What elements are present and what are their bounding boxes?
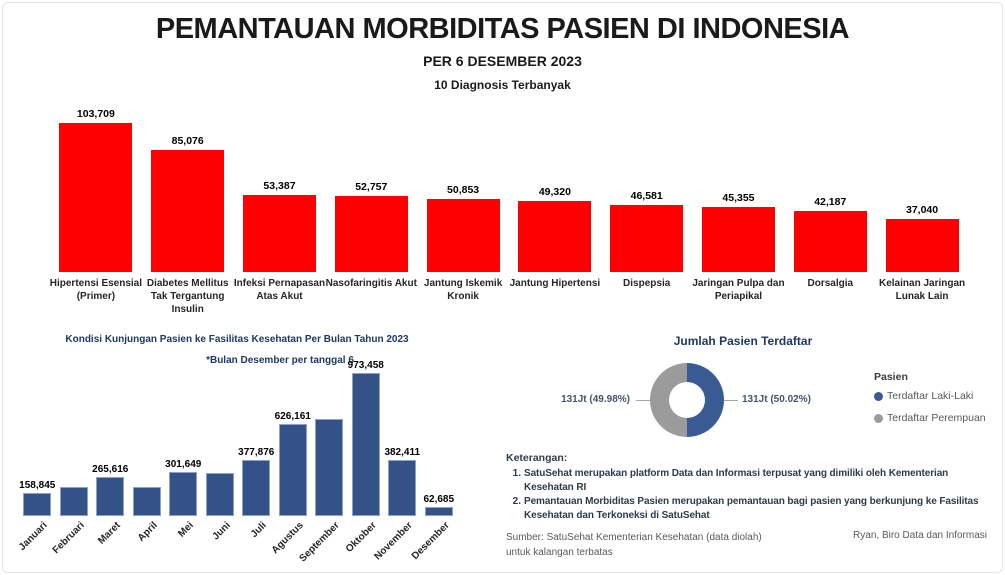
bar-column <box>56 487 93 516</box>
diagnosis-bar[interactable] <box>427 199 500 272</box>
bar-value-label: 626,161 <box>274 411 311 422</box>
category-label <box>879 277 965 303</box>
category-label <box>234 277 325 303</box>
monthly-bar[interactable] <box>23 493 51 516</box>
month-axis-label: Desember <box>409 520 452 562</box>
keterangan-item-2 <box>506 495 988 523</box>
bar-column <box>601 190 693 272</box>
legend-dot-gray-icon <box>874 414 883 423</box>
keterangan-section <box>506 452 988 523</box>
month-axis-label: Februari <box>50 520 87 557</box>
diagnosis-bar[interactable] <box>243 195 316 272</box>
bar-value-label: 382,411 <box>384 447 421 458</box>
legend-title: Pasien <box>874 371 908 383</box>
bar-column <box>234 180 326 272</box>
month-axis-label: November <box>372 520 416 563</box>
bar-column <box>421 494 458 516</box>
diagnosis-chart-title: 10 Diagnosis Terbanyak <box>434 78 571 92</box>
monthly-chart <box>19 356 457 575</box>
category-label <box>147 277 229 316</box>
donut-value-laki-laki: 131Jt (50.02%) <box>742 394 811 405</box>
bar-value-label: 49,320 <box>538 186 571 198</box>
bar-column <box>325 181 417 272</box>
bar-column <box>311 419 348 516</box>
bar-value-label: 973,458 <box>347 360 384 371</box>
diagnosis-bar[interactable] <box>794 211 867 272</box>
category-label <box>50 277 142 303</box>
monthly-axis-labels <box>19 520 457 575</box>
monthly-bar[interactable] <box>206 473 234 516</box>
category-cell <box>325 277 417 290</box>
monthly-bar[interactable] <box>425 507 453 516</box>
diagnosis-bar[interactable] <box>518 201 591 272</box>
bar-column <box>50 108 142 272</box>
donut-legend <box>874 371 986 434</box>
category-label-line: Jantung Iskemik <box>423 278 503 289</box>
category-cell <box>417 277 509 303</box>
category-label-line: Tak Tergantung <box>150 291 225 302</box>
month-axis-label: Agustus <box>269 520 306 557</box>
diagnosis-chart-categories <box>50 277 968 316</box>
bar-value-label: 45,355 <box>722 192 755 204</box>
keterangan-item-text <box>524 495 978 523</box>
diagnosis-chart <box>50 100 968 330</box>
diagnosis-bar[interactable] <box>59 123 132 272</box>
donut-value-perempuan: 131Jt (49.98%) <box>561 394 630 405</box>
category-cell <box>601 277 693 290</box>
keterangan-item-text <box>524 467 948 495</box>
bar-column <box>129 487 166 516</box>
month-axis-label: Juni <box>210 520 233 543</box>
diagnosis-bar[interactable] <box>151 150 224 272</box>
diagnosis-chart-bars <box>50 100 968 272</box>
donut-chart-title: Jumlah Pasien Terdaftar <box>673 334 813 348</box>
category-cell <box>876 277 968 303</box>
month-axis-label: Mei <box>176 520 197 540</box>
bar-column <box>92 464 129 516</box>
bar-value-label: 158,845 <box>19 480 56 491</box>
keterangan-heading: Keterangan: <box>506 452 568 464</box>
month-axis-label: Januari <box>17 520 51 553</box>
page-subtitle: PER 6 DESEMBER 2023 <box>423 53 582 69</box>
keterangan-line: SatuSehat merupakan platform Data dan Informasi terpusat yang dimiliki oleh Kementerian <box>524 468 949 479</box>
monthly-bar[interactable] <box>169 472 197 516</box>
category-label-line: Jaringan Pulpa dan <box>692 278 785 289</box>
category-label <box>692 277 784 303</box>
keterangan-line: Pemantauan Morbiditas Pasien merupakan pemantauan bagi pasien yang berkunjung ke Fasilitas <box>524 496 979 507</box>
month-axis-label: Maret <box>96 520 124 547</box>
category-label-line: Kelainan Jaringan <box>879 278 966 289</box>
bar-value-label: 37,040 <box>906 204 939 216</box>
category-cell <box>234 277 326 303</box>
legend-label-perempuan: Terdaftar Perempuan <box>887 412 986 424</box>
bar-value-label: 53,387 <box>263 180 296 192</box>
monthly-bar[interactable] <box>315 419 343 516</box>
category-label-line: Jantung Hipertensi <box>509 278 601 289</box>
bar-value-label: 377,876 <box>238 447 275 458</box>
diagnosis-bar[interactable] <box>886 219 959 272</box>
month-axis-label: Juli <box>249 520 270 540</box>
bar-column <box>876 204 968 272</box>
bar-column <box>275 411 312 516</box>
category-label-line: Insulin <box>171 304 204 315</box>
donut-callout-line-left <box>636 400 650 401</box>
monthly-bar[interactable] <box>133 487 161 516</box>
donut-callout-line-right <box>724 400 738 401</box>
category-label-line: Kronik <box>447 291 479 302</box>
category-cell <box>142 277 234 316</box>
monthly-chart-bars <box>19 356 457 516</box>
legend-label-laki-laki: Terdaftar Laki-Laki <box>887 390 974 402</box>
keterangan-item-1 <box>506 467 988 495</box>
category-label-line: Diabetes Mellitus <box>146 278 229 289</box>
category-label-line: Infeksi Pernapasan <box>233 278 326 289</box>
monthly-bar[interactable] <box>242 460 270 516</box>
monthly-bar[interactable] <box>60 487 88 516</box>
bar-column <box>784 196 876 272</box>
bar-value-label: 301,649 <box>165 459 202 470</box>
bar-column <box>384 447 421 516</box>
legend-dot-blue-icon <box>874 392 883 401</box>
keterangan-item-number: 1. <box>512 468 521 479</box>
author-credit: Ryan, Biro Data dan Informasi <box>853 530 987 541</box>
category-label <box>510 277 601 290</box>
source-note <box>506 530 762 560</box>
bar-value-label: 52,757 <box>355 181 388 193</box>
bar-value-label: 42,187 <box>814 196 847 208</box>
monthly-bar[interactable] <box>96 477 124 516</box>
category-label <box>326 277 417 290</box>
bar-column <box>202 473 239 516</box>
category-label-line: Periapikal <box>714 291 763 302</box>
page-header <box>0 0 1005 92</box>
category-label-line: (Primer) <box>76 291 116 302</box>
bar-value-label: 265,616 <box>92 464 129 475</box>
month-axis-label: April <box>135 520 160 544</box>
category-label-line: Dorsalgia <box>807 278 854 289</box>
bar-column <box>348 360 385 516</box>
bar-value-label: 62,685 <box>423 494 455 505</box>
keterangan-line: Kesehatan RI <box>524 482 587 493</box>
monthly-chart-title: Kondisi Kunjungan Pasien ke Fasilitas Kesehatan Per Bulan Tahun 2023 <box>65 334 409 345</box>
keterangan-line: Kesehatan dan Terkoneksi di SatuSehat <box>524 510 710 521</box>
bar-column <box>509 186 601 272</box>
legend-item-laki-laki[interactable] <box>874 390 986 402</box>
category-label <box>623 277 670 290</box>
legend-item-perempuan[interactable] <box>874 412 986 424</box>
monthly-bar[interactable] <box>388 460 416 516</box>
bar-value-label: 103,709 <box>76 108 115 120</box>
bar-column <box>417 184 509 272</box>
monthly-chart-note: *Bulan Desember per tanggal 6 <box>206 355 354 366</box>
category-cell <box>509 277 601 290</box>
bar-column <box>165 459 202 516</box>
source-line-1: Sumber: SatuSehat Kementerian Kesehatan (data diolah) <box>506 532 762 543</box>
diagnosis-bar[interactable] <box>335 196 408 272</box>
bar-value-label: 50,853 <box>447 184 480 196</box>
category-label-line: Nasofaringitis Akut <box>325 278 417 289</box>
page-title: PEMANTAUAN MORBIDITAS PASIEN DI INDONESIA <box>155 13 850 45</box>
keterangan-item-number: 2. <box>512 496 521 507</box>
category-cell <box>784 277 876 290</box>
bar-column <box>238 447 275 516</box>
category-label-line: Atas Akut <box>256 291 303 302</box>
bar-column <box>693 192 785 272</box>
category-label-line: Lunak Lain <box>895 291 949 302</box>
bar-column <box>142 135 234 272</box>
source-line-2: untuk kalangan terbatas <box>506 547 613 558</box>
diagnosis-bar[interactable] <box>610 205 683 272</box>
category-label-line: Dispepsia <box>623 278 671 289</box>
category-cell <box>50 277 142 303</box>
bar-column <box>19 480 56 516</box>
diagnosis-bar[interactable] <box>702 207 775 272</box>
category-label <box>807 277 853 290</box>
bar-value-label: 46,581 <box>630 190 663 202</box>
category-label-line: Hipertensi Esensial <box>49 278 143 289</box>
bar-value-label: 85,076 <box>171 135 204 147</box>
monthly-bar[interactable] <box>352 373 380 516</box>
month-axis-label: Oktober <box>343 520 379 555</box>
donut-chart[interactable] <box>650 363 724 437</box>
monthly-bar[interactable] <box>279 424 307 516</box>
category-label <box>424 277 502 303</box>
category-cell <box>693 277 785 303</box>
month-axis-label: September <box>297 520 343 565</box>
